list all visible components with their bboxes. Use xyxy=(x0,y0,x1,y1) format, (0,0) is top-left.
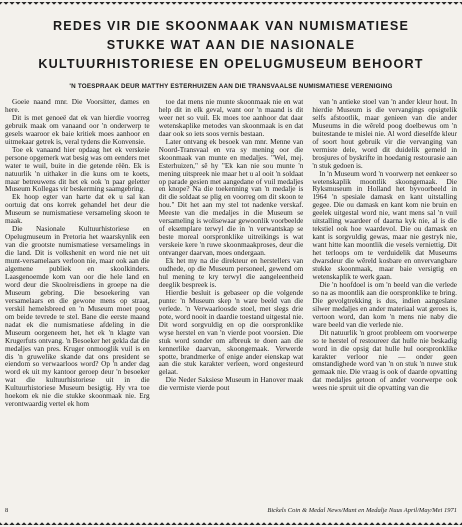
paragraph: Dit natuurlik 'n groot probleem om voorwerpe so te herstel of restoureer dat hulle nie beskadig word in die opsig dat hulle hul oorspronklike karakter verloor nie — onder geen omstandighede word van 'n on stuk 'n nuwe stuk gemaak nie. Die vraag is ook of daarde opvatting dat medaljes getoon of ander voorwerpe ook wees nie spruit uit die opvatting van die xyxy=(312,327,458,393)
article-title-line-3: KULTUURHISTORIESE EN OPELUGMUSEUM BEHOORT xyxy=(38,57,424,71)
paragraph: van 'n antieke stoel van 'n ander kleur hout. In hierdie Museum is die vervangings opsigtelik selfs afstootlik, maar genieen van die ander Museums in die wêreld poog doelbewus om 'n buitestande te mislei nie. Al word dieselfde kleur of soort hout gebruik vir die vervanging van vermiste dele, word dit duidelik gemeld in brosjures of byskrifte in hoedanig restourasie aan 'n stuk gedoen is. xyxy=(312,98,458,170)
text-column-3 xyxy=(312,98,457,502)
paragraph: In 'n Museum word 'n voorwerp net eenkeer so wetenskaplik moontlik skoongemaak. Die Ryksmuseum in Holland het byvoorbeeld in 1964 'n spesiale damask en kant uitstalling gegee. Die ou damask en kant kom nie bruin en geelek uitgestal word nie, want mens sal 'n vuil uitstalling waardeer of daarna kyk nie, al is die tekstiel ook hoe waardevol. Die ou damask en kant is sorgvuldig gewas, maar nie gestryk nie, want hitte kan moontlik die vesels verniettig. Dit het terloops om te verduidelik dat Museums dwarsdeur die wêreld kosbare en onvervangbare stukke skoonmaak, maar baie versigtig en wetenskaplik te werk gaan. xyxy=(312,168,458,281)
paragraph: Ek hoop egter van harte dat ek u sal kan oortuig dat ons korrek gehandel het deur die Museum se numismatiese versameling skoon te maak. xyxy=(5,192,150,226)
paragraph: Die 'n hoofdoel is om 'n beeld van die verlede so na as moontlik aan die oorspronklike te bring. Die gevolgtrekking is dus, indien aangeslane silwer medaljes en ander materiaal wat geroes is, vertoon word, dan kom 'n mens nie naby die ware beeld van die verlede nie. xyxy=(312,279,458,329)
page-footer xyxy=(5,507,457,516)
paragraph: Hierdie besluit is gebaseer op die volgende punte: 'n Museum skep 'n ware beeld van die verlede. 'n Verwaarloosde stoel, met slegs drie pote, word nooit in daardie toestand uitgestal nie. Dit word sorgvuldig en op die oorspronklike wyse herstel en van 'n vierde poot voorsien. Die stuk word sonder om afbreuk te doen aan die kennerlike daarvan, skoongemaak. Verwerde spotte, brandmerke of enige ander eienskap wat aan die stuk karakter verleen, word ongesteurd gelaat. xyxy=(158,287,304,377)
article-byline: 'N TOESPRAAK DEUR MATTHY ESTERHUIZEN AAN DIE TRANSVAALSE NUMISMATIESE VERENIGING xyxy=(69,83,393,90)
top-zigzag-border xyxy=(0,2,462,8)
text-column-1 xyxy=(5,98,150,502)
publication-credit: Bickels Coin & Medal News/Munt en Medalje Nuus April/May/Mei 1971 xyxy=(267,507,457,514)
paragraph: Goeie naand mnr. Die Voorsitter, dames en here. xyxy=(5,98,150,114)
paragraph: Later ontvang ek besoek van mnr. Menne van Noord-Transvaal en vra sy mening oor die skoonmaak van munte en medaljes. "Wel, mej. Esterhuizen," sê hy "Ek kan nie sou munte 'n mening uitspreek nie maar het u al ooit 'n soldaat op parade gesien met aangedane of vuil medaljes en knope? Na die toekenning van 'n medalje is dit die soldaat se plig en voorreg om dit skoon te hou." Dit het aan my stel tot nadenke verskaf. Meeste van die medaljes in die Museum se versameling is wolisewaar gewoonlik voorbeelde of eksemplare terwyl die in 'n verwantskap se beste moreal oorspronklike uitreikings is wat verskeie kere 'n ruwe skoonmaakproses, deur die ontvanger daarvan, moes ondergaan. xyxy=(158,136,304,258)
paragraph: Ek het my na die direkteur en herstellers van oudhede, op die Museum personeel, gewend om hul mening te kry terwyl die aangeleentheid deeglik bespreek is. xyxy=(158,256,304,289)
article-title-line-2: STUKKE WAT AAN DIE NASIONALE xyxy=(106,38,356,52)
paragraph: Toe ek vanaand hier opdaag het ek verskeie persone opgemerk wat besig was om eenders met water te wuil, buite in die getende rëën. Ek is natuurlik 'n uithaker in die kuns om te koets, maar betreuwens dit het ek ook 'n paar geletter Museum Kollegas vir beskerming saamgebring. xyxy=(5,144,150,194)
article-title-line-1: REDES VIR DIE SKOONMAAK VAN NUMISMATIESE xyxy=(52,19,410,33)
bottom-zigzag-border xyxy=(0,519,462,525)
paragraph: Die Nasionale Kultuurhistoriese en Opelugmuseum in Pretoria het waarskynlik een van die grootste numismatiese versamelings in die land. Dit is volkshenit en word nie net uit munt-versamelaars verloon nie, maar ook aan die algemene publiek en skoolkinders. Laasgenoemde kom van oor die hele land en word deur die Skoolreisdiens in groepe na die Museum gebring. Die besoekering van versamelaars en die gewone mens op straat, verskil hemelsbreed en 'n Museum moet poog om beide tevrede te stel. Bane die eerste maand nadat ek die numismatiese afdeling in die Museum oorgeneem het, het ek 'n klagte van Krugerfuts ontvang. 'n Besoeker het gekla dat die medaljes van pres. Kruger onmooglik vuil is en dis 'n gruwelike skande dat ons president se eiendom so verwaarloos word? Op 'n ander dag word ek uit my kantoor geroep deur 'n besoeker wat die kultuurhistoriese uit in die Kultuurhistoriese Museum besigtig. Hy vra toe hoekom ek nie die stukke skoonmaak nie. Erg verontwaardig vertel ek hom xyxy=(5,224,150,409)
text-column-2 xyxy=(159,98,304,502)
paragraph: toe dat mens nie munte skoonmaak nie en wat help dit in elk geval, want oor 'n maand is dit weer net so vuil. Ek moes toe aanhoor dat daar wetenskaplike metodes van skoonmaak is en dat daar ook so iets soos vernis bestaan. xyxy=(158,98,304,138)
paragraph: Dit is met genoeë dat ek van hierdie voorreg gebruik maak om vanaand oor 'n onderwerp te gesels waaroor ek baie kritiek moes aanhoor en uitmekaar getrek is, veral tydens die Konvensie. xyxy=(5,112,150,146)
paragraph: Die Neder Saksiese Museum in Hanover maak die vermiste vierde pout xyxy=(158,375,304,393)
page-number: 8 xyxy=(5,507,9,514)
article-body xyxy=(5,98,457,502)
